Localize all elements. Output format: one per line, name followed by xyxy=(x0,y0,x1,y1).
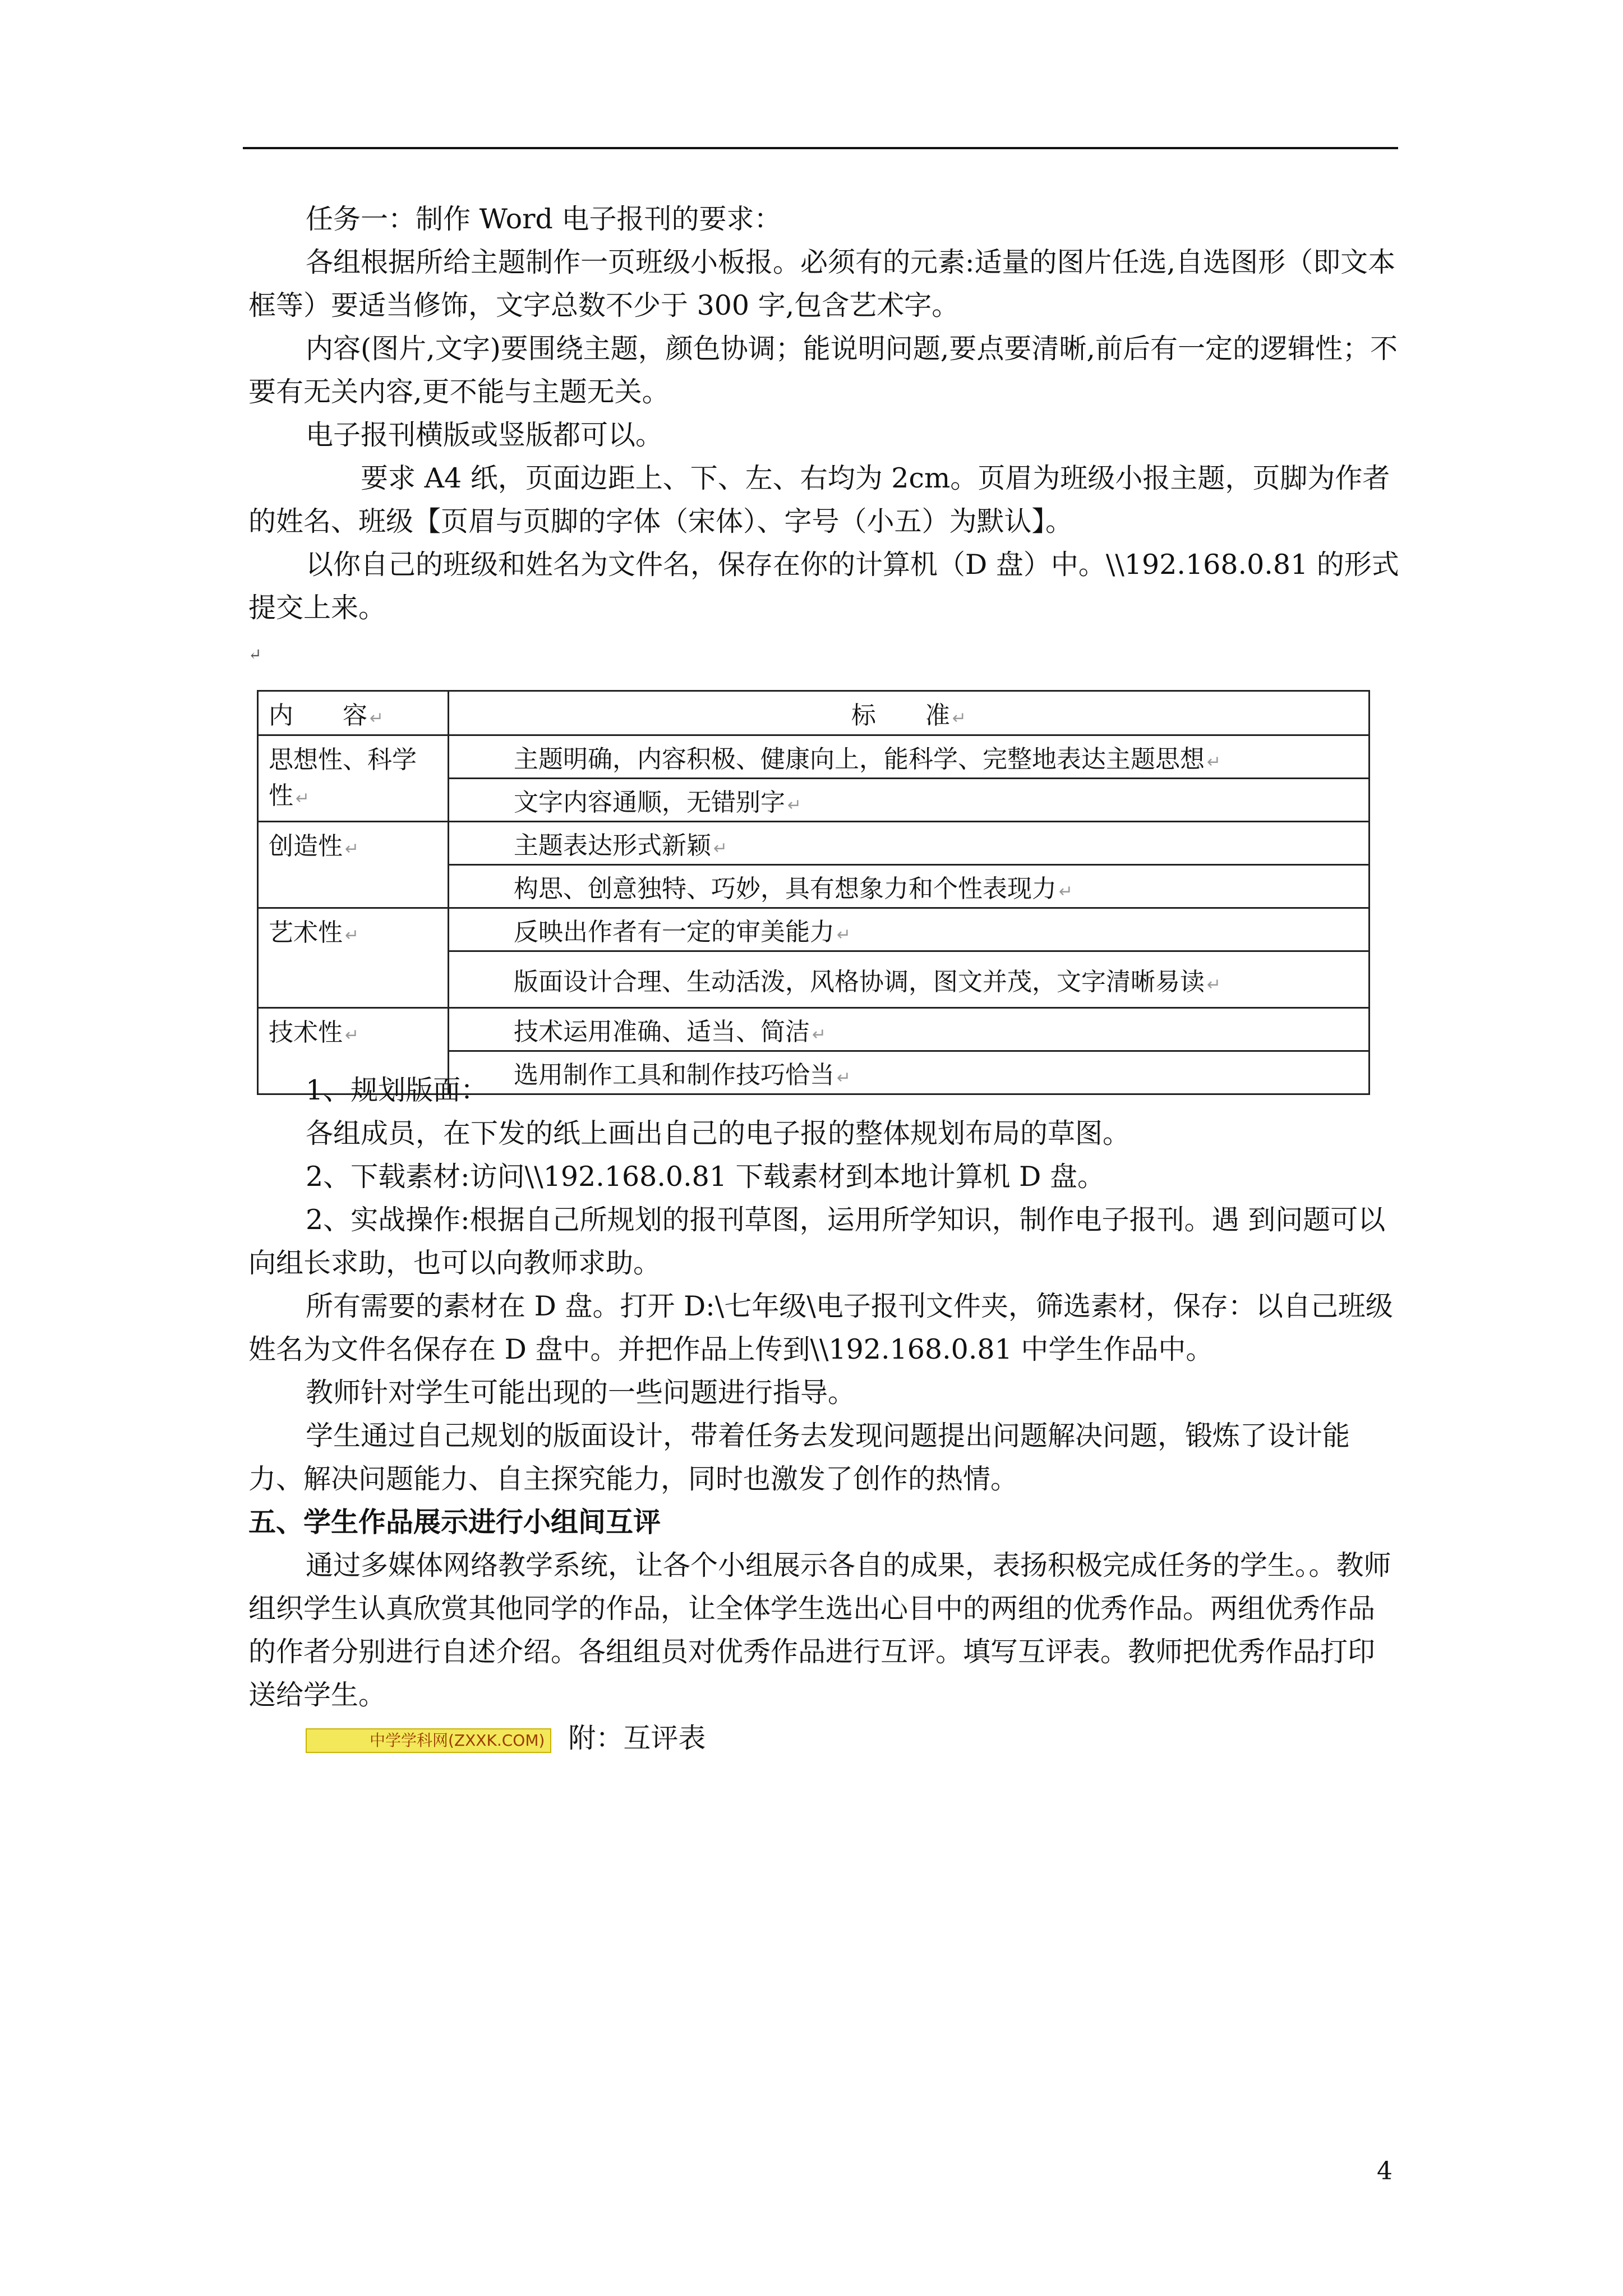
header-content: 内 容 ↵ xyxy=(258,691,449,735)
step2-download: 2、下载素材:访问\\192.168.0.81 下载素材到本地计算机 D 盘。 xyxy=(306,1161,1105,1193)
paragraph-mark: ↵ xyxy=(248,645,262,664)
step3-practice: 2、实战操作:根据自己所规划的报刊草图，运用所学知识，制作电子报刊。遇 到问题可以向组长求助，也可以向教师求助。 xyxy=(248,1204,1386,1279)
table-row xyxy=(258,1008,1370,1051)
standard-cell: 文字内容通顺，无错别字 ↵ xyxy=(449,779,1370,822)
appendix-text: 附：互评表 xyxy=(568,1722,706,1754)
table-header-row xyxy=(258,691,1370,735)
header-standard: 标 准 ↵ xyxy=(449,691,1370,735)
step1-title: 1、规划版面： xyxy=(306,1074,488,1106)
category-cell: 创造性 ↵ xyxy=(258,822,449,908)
table-row xyxy=(258,822,1370,865)
category-cell: 艺术性 ↵ xyxy=(258,908,449,1008)
task1-paragraph-1: 各组根据所给主题制作一页班级小板报。必须有的元素:适量的图片任选,自选图形（即文本框等）要适当修饰，文字总数不少于 300 字,包含艺术字。 xyxy=(248,246,1396,321)
task1-paragraph-4: 要求 A4 纸，页面边距上、下、左、右均为 2cm。页眉为班级小报主题，页脚为作者的姓名、班级【页眉与页脚的字体（宋体）、字号（小五）为默认】。 xyxy=(248,462,1390,537)
step-teacher-guidance: 教师针对学生可能出现的一些问题进行指导。 xyxy=(306,1377,856,1409)
criteria-table xyxy=(257,690,1370,1095)
zxxk-logo: 中学学科网(ZXXK.COM) xyxy=(306,1728,551,1753)
step1-body: 各组成员，在下发的纸上画出自己的电子报的整体规划布局的草图。 xyxy=(306,1117,1131,1149)
standard-cell: 版面设计合理、生动活泼，风格协调，图文并茂，文字清晰易读 ↵ xyxy=(449,951,1370,1008)
table-row xyxy=(258,908,1370,951)
task1-paragraph-2: 内容(图片,文字)要围绕主题，颜色协调；能说明问题,要点要清晰,前后有一定的逻辑性；不要有无关内容,更不能与主题无关。 xyxy=(248,333,1398,408)
appendix-line xyxy=(248,1717,1401,1760)
standard-cell: 选用制作工具和制作技巧恰当 ↵ xyxy=(449,1051,1370,1094)
section5-body: 通过多媒体网络教学系统，让各个小组展示各自的成果，表扬积极完成任务的学生。。教师组织学生认真欣赏其他同学的作品，让全体学生选出心目中的两组的优秀作品。两组优秀作品的作者分别进行自述介绍。各组组员对优秀作品进行互评。填写互评表。教师把优秀作品打印送给学生。 xyxy=(248,1549,1391,1711)
task1-paragraph-3: 电子报刊横版或竖版都可以。 xyxy=(306,419,663,451)
standard-cell: 构思、创意独特、巧妙，具有想象力和个性表现力 ↵ xyxy=(449,865,1370,908)
table-row xyxy=(258,735,1370,779)
standard-cell: 反映出作者有一定的审美能力 ↵ xyxy=(449,908,1370,951)
header-rule xyxy=(243,147,1398,149)
category-cell: 思想性、科学性 ↵ xyxy=(258,735,449,822)
standard-cell: 技术运用准确、适当、简洁 ↵ xyxy=(449,1008,1370,1051)
standard-cell: 主题表达形式新颖 ↵ xyxy=(449,822,1370,865)
task1-paragraph-5: 以你自己的班级和姓名为文件名，保存在你的计算机（D 盘）中。\\192.168.0.81 的形式提交上来。 xyxy=(248,549,1399,624)
task1-title: 任务一：制作 Word 电子报刊的要求： xyxy=(306,203,782,235)
category-cell: 技术性 ↵ xyxy=(258,1008,449,1094)
standard-cell: 主题明确，内容积极、健康向上，能科学、完整地表达主题思想 ↵ xyxy=(449,735,1370,779)
step-student-summary: 学生通过自己规划的版面设计，带着任务去发现问题提出问题解决问题，锻炼了设计能力、解决问题能力、自主探究能力，同时也激发了创作的热情。 xyxy=(248,1420,1350,1495)
page-number: 4 xyxy=(1377,2157,1393,2185)
step-materials: 所有需要的素材在 D 盘。打开 D:\七年级\电子报刊文件夹，筛选素材，保存：以自己班级姓名为文件名保存在 D 盘中。并把作品上传到\\192.168.0.81 中学生作品中。 xyxy=(248,1290,1393,1365)
section5-heading: 五、学生作品展示进行小组间互评 xyxy=(248,1506,661,1538)
